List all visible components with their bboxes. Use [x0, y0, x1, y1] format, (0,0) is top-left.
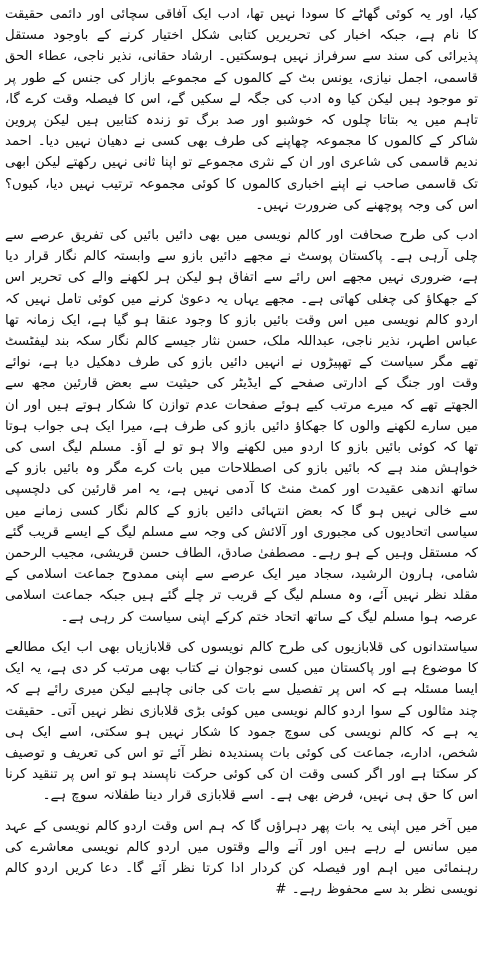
article-paragraph-1: کیا، اور یہ کوئی گھاٹے کا سودا نہیں تھا، ادب ایک آفاقی سچائی اور دائمی حقیقت کا نام ہے، جبکہ اخبار کی تحریریں کتابی شکل اختیار کرنے کے باوجود مستقل پذیرائی کی سند سے سرفراز نہیں ہوسکتیں۔ ارشاد حقانی، نذیر ناجی، عطاء الحق قاسمی، اجمل نیازی، یونس بٹ کے کالموں کے مجموعے بازار کی جنس کے طور پر تو موجود ہیں لیکن کیا وہ ادب کی جگہ لے سکیں گے، اس کا فیصلہ وقت کرے گا، تاہم میں یہ بتاتا چلوں کہ خوشبو اور صد برگ تو زندہ کتابیں ہیں لیکن پروین شاکر کے کالموں کا مجموعہ چھاپنے کی طرف بھی کسی نے دھیان نہیں دیا۔ احمد ندیم قاسمی کی شاعری اور ان کے نثری مجموعے تو اپنا ثانی نہیں رکھتے لیکن ابھی تک قاسمی صاحب نے اپنے اخباری کالموں کا کوئی مجموعہ ترتیب نہیں دیا، کیوں؟ اس کی وجہ پوچھنے کی ضرورت نہیں۔ [5, 7, 478, 213]
article-paragraph-3: سیاستدانوں کی قلابازیوں کی طرح کالم نویسوں کی قلابازیاں بھی اب ایک مطالعے کا موضوع ہے اور پاکستان میں کسی نوجوان نے کتاب بھی مرتب کر دی ہے، یہ ایک ایسا مسئلہ ہے کہ اس پر تفصیل سے بات کی جانی چاہیے لیکن میری رائے ہے کہ چند مثالوں کے سوا اردو کالم نویسی میں کوئی بڑی قلابازی نظر نہیں آتی۔ حقیقت یہ ہے کہ کالم نویسی کی سوچ جمود کا شکار نہیں ہو سکتی، اسے ایک ہی شخص، ادارے، جماعت کی کوئی بات پسندیدہ نظر آئے تو اس کی تعریف و توصیف کر سکتا ہے اور اگر کسی وقت ان کی کوئی حرکت ناپسند ہو تو اس پر تنقید کرنا اس کا حق ہی نہیں، فرض بھی ہے۔ اسے قلابازی قرار دینا طفلانہ سوچ ہے۔ [5, 639, 478, 804]
paragraph-gap [5, 628, 478, 637]
paragraph-gap [5, 807, 478, 816]
paragraph-gap [5, 216, 478, 225]
article-paragraph-4: میں آخر میں اپنی یہ بات پھر دہراؤں گا کہ ہم اس وقت اردو کالم نویسی کے عہد میں سانس لے رہے ہیں اور آنے والے وقتوں میں اردو کالم نویسی معاشرے کی رہنمائی میں اہم اور فیصلہ کن کردار ادا کرتا نظر آئے گا۔ دعا کریں اردو کالم نویسی نظر بد سے محفوظ رہے۔ # [5, 818, 478, 898]
article-paragraph-2: ادب کی طرح صحافت اور کالم نویسی میں بھی دائیں بائیں کی تفریق عرصے سے چلی آرہی ہے۔ پاکستان پوسٹ نے مجھے دائیں بازو سے وابستہ کالم نگار قرار دیا ہے، ضروری نہیں مجھے اس رائے سے اتفاق ہو لیکن ہر لکھنے والے کی تحریر اس کے جھکاؤ کی چغلی کھاتی ہے۔ مجھے یہاں یہ دعویٰ کرنے میں کوئی تامل نہیں کہ اردو کالم نویسی میں اس وقت بائیں بازو کا وجود عنقا ہو گیا ہے، ایک زمانہ تھا عباس اطہر، نذیر ناجی، عبداللہ ملک، حسن نثار جیسے کالم نگار سکہ بند لیفٹسٹ تھے مگر سیاست کے تھپیڑوں نے انہیں دائیں بازو کی طرف دھکیل دیا ہے، نوائے وقت اور جنگ کے ادارتی صفحے کے ایڈیٹر کی حیثیت سے بعض قارئین مجھ سے الجھتے تھے کہ میرے مرتب کیے ہوئے صفحات عدم توازن کا شکار ہوتے ہیں اور ان میں سارے لکھنے والوں کا جھکاؤ دائیں بازو کی طرف ہے، میرا ایک ہی جواب ہوتا تھا کہ کوئی بائیں بازو کا اردو میں لکھنے والا ہو تو لے آؤ۔ مسلم لیگ اسی کی خواہش مند ہے کہ بائیں بازو کی اصطلاحات میں بات کرے مگر وہ بائیں بازو کے ساتھ اندھی عقیدت اور کمٹ منٹ کا آدمی نہیں ہے، یہ امر قارئین کی دلچسپی سے خالی نہیں ہو گا کہ بعض انتہائی دائیں بازو کے کالم نگار کسی زمانے میں سیاسی اتحادیوں کی مجبوری اور آلائش کی وجہ سے مسلم لیگ کے ایسے قریب گئے کہ مستقل وہیں کے ہو رہے۔ مصطفیٰ صادق، الطاف حسن قریشی، مجیب الرحمن شامی، ہارون الرشید، سجاد میر ایک عرصے سے اپنی ممدوح جماعت اسلامی کے مقلد نظر نہیں آئے، وہ مسلم لیگ کے قریب تر چلے گئے ہیں جبکہ جماعت اسلامی عرصہ ہوا مسلم لیگ کے ساتھ اتحاد ختم کرکے اپنی سیاست کر رہی ہے۔ [5, 228, 478, 625]
